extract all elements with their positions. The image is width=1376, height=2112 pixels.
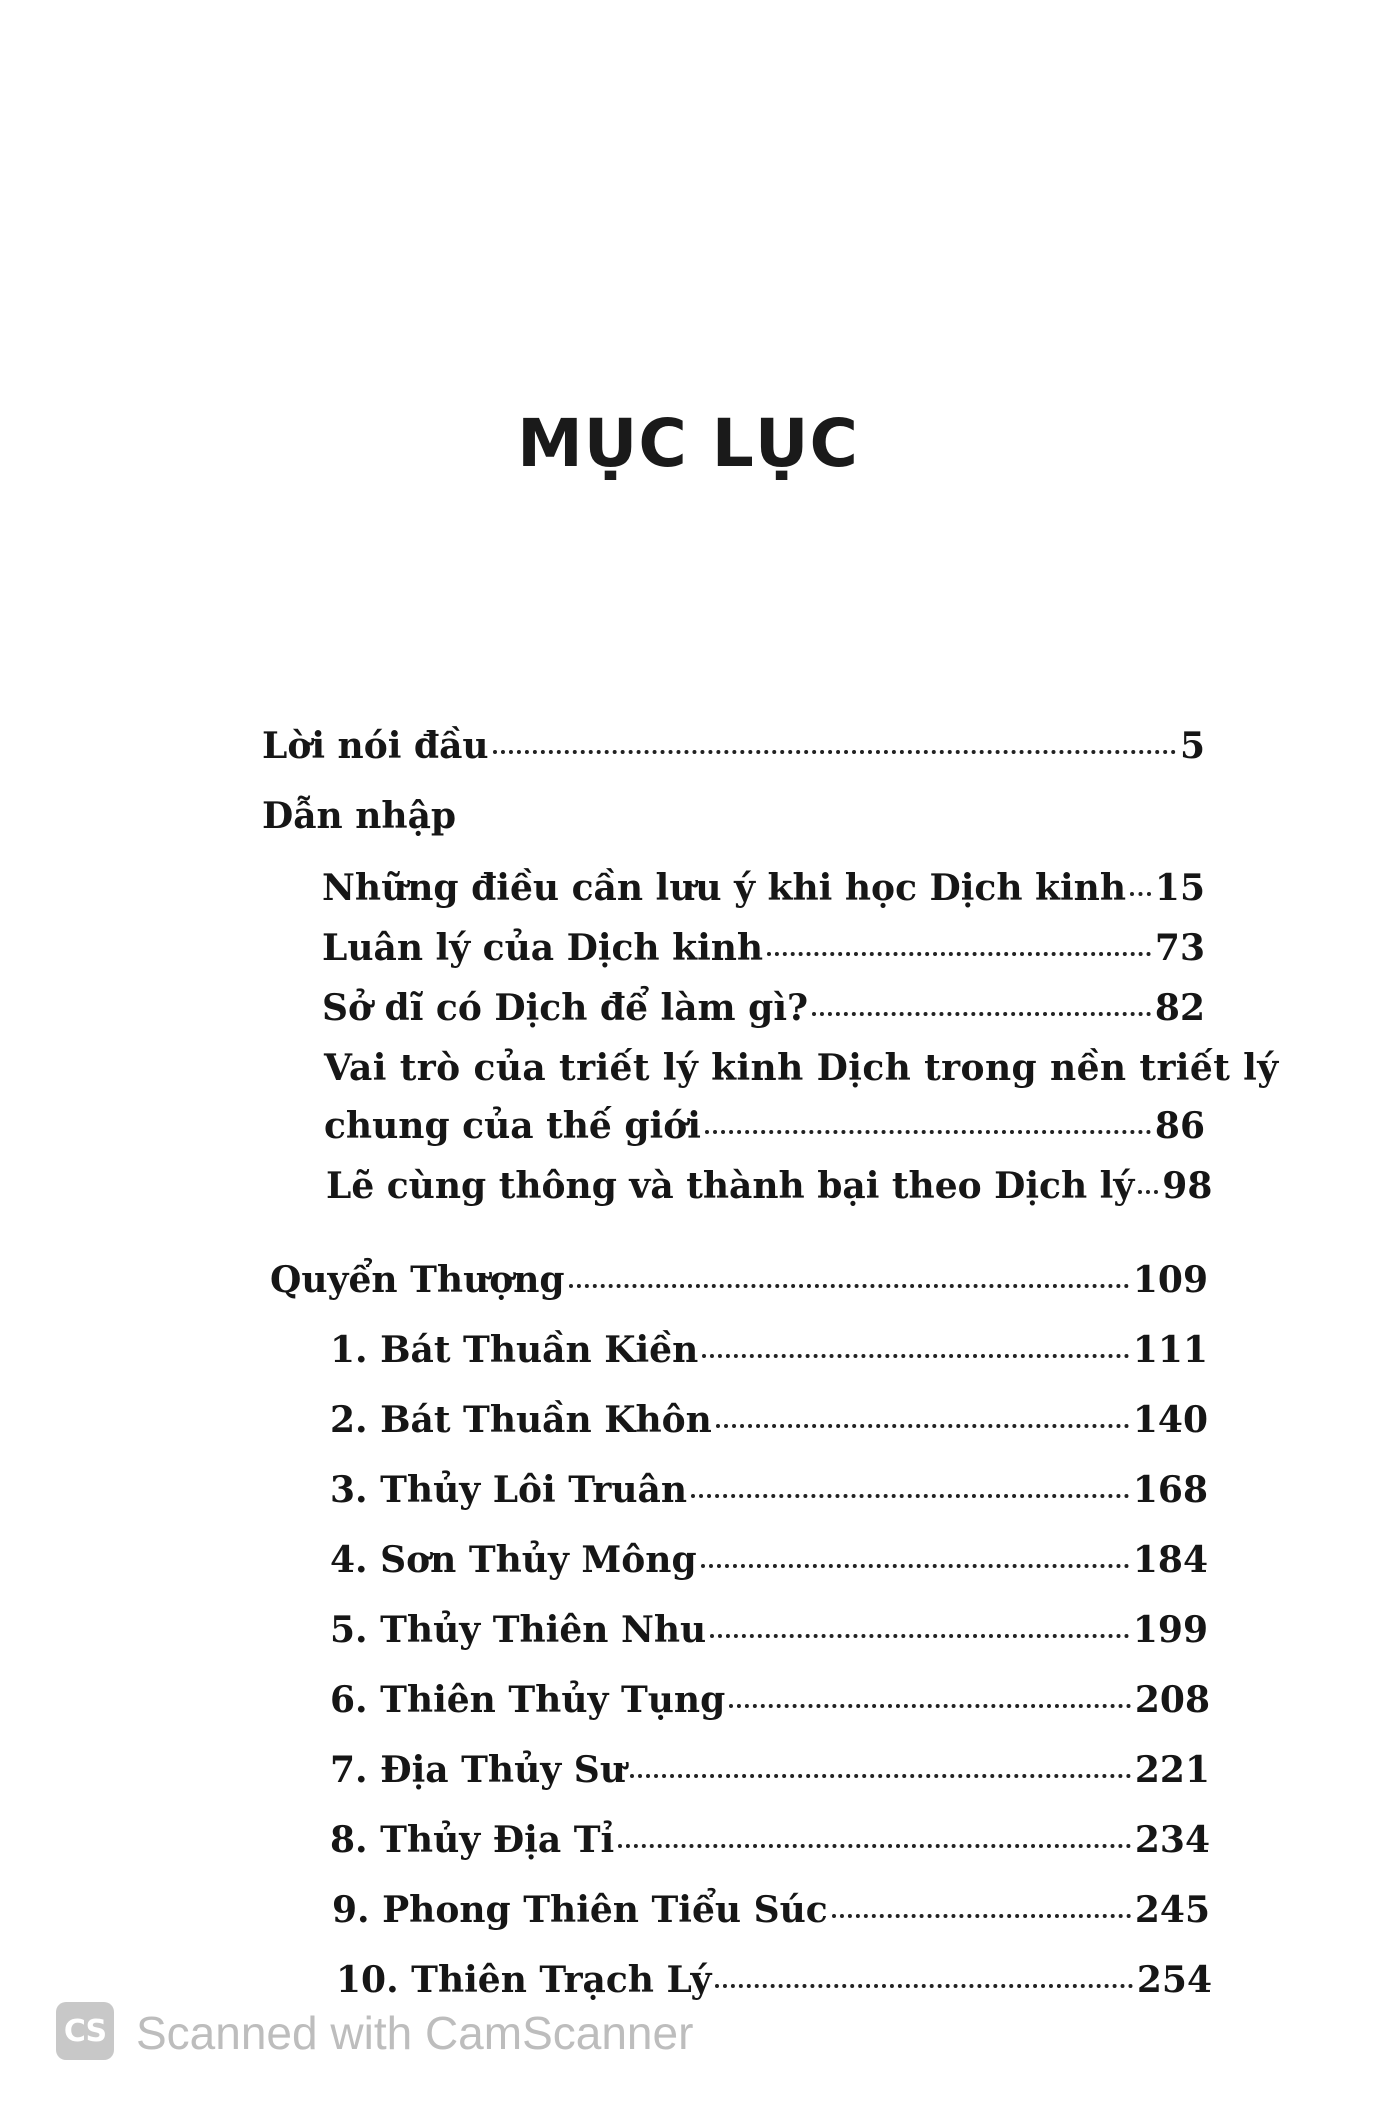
toc-entry-page: 254 bbox=[1136, 1959, 1212, 2001]
toc-entry bbox=[262, 725, 1205, 767]
toc-entry-page: 184 bbox=[1132, 1539, 1208, 1581]
toc-entry-page: 86 bbox=[1154, 1105, 1205, 1147]
toc-entry bbox=[326, 1165, 1213, 1207]
dot-leader bbox=[618, 1844, 1131, 1848]
toc-entry bbox=[330, 1539, 1208, 1581]
toc-entry bbox=[330, 1399, 1208, 1441]
toc-entry-label: Lẽ cùng thông và thành bại theo Dịch lý bbox=[326, 1165, 1135, 1207]
toc-entry-page: 199 bbox=[1132, 1609, 1208, 1651]
toc-entry-label: Quyển Thượng bbox=[270, 1259, 565, 1301]
scanner-watermark: Scanned with CamScanner bbox=[136, 2007, 694, 2059]
toc-entry-page: 168 bbox=[1132, 1469, 1208, 1511]
toc-entry-label: 4. Sơn Thủy Mông bbox=[330, 1539, 697, 1581]
camscanner-logo: CS bbox=[56, 2002, 114, 2060]
toc-entry bbox=[336, 1959, 1212, 2001]
dot-leader bbox=[493, 750, 1176, 754]
toc-entry bbox=[270, 1259, 1208, 1301]
toc-entry-label: 9. Phong Thiên Tiểu Súc bbox=[332, 1889, 828, 1931]
dot-leader bbox=[569, 1284, 1129, 1288]
toc-entry bbox=[330, 1469, 1208, 1511]
dot-leader bbox=[1138, 1190, 1158, 1194]
dot-leader bbox=[710, 1634, 1129, 1638]
toc-entry-page: 5 bbox=[1179, 725, 1205, 767]
toc-entry-label: 3. Thủy Lôi Truân bbox=[330, 1469, 688, 1511]
toc-entry-label-continued: Vai trò của triết lý kinh Dịch trong nền triết lý bbox=[324, 1047, 1279, 1089]
toc-entry-page: 245 bbox=[1134, 1889, 1210, 1931]
toc-entry-page: 234 bbox=[1134, 1819, 1210, 1861]
toc-entry-page: 82 bbox=[1154, 987, 1205, 1029]
toc-entry-label: Những điều cần lưu ý khi học Dịch kinh bbox=[322, 867, 1127, 909]
dot-leader bbox=[812, 1012, 1151, 1016]
toc-entry bbox=[332, 1889, 1210, 1931]
toc-entry-page: 15 bbox=[1154, 867, 1205, 909]
toc-entry-label: 10. Thiên Trạch Lý bbox=[336, 1959, 712, 2001]
dot-leader bbox=[702, 1354, 1129, 1358]
toc-entry-label: 6. Thiên Thủy Tụng bbox=[330, 1679, 726, 1721]
toc-entry-page: 98 bbox=[1162, 1165, 1213, 1207]
toc-entry bbox=[322, 927, 1205, 969]
dot-leader bbox=[1130, 892, 1151, 896]
toc-entry-page: 109 bbox=[1132, 1259, 1208, 1301]
dot-leader bbox=[701, 1564, 1129, 1568]
toc-entry-label: Luân lý của Dịch kinh bbox=[322, 927, 764, 969]
toc-entry bbox=[324, 1105, 1205, 1147]
toc-entry-label: Lời nói đầu bbox=[262, 725, 489, 767]
page-title: MỤC LỤC bbox=[517, 405, 859, 482]
dot-leader bbox=[832, 1914, 1131, 1918]
dot-leader bbox=[729, 1704, 1131, 1708]
toc-entry bbox=[330, 1749, 1210, 1791]
toc-entry-page: 140 bbox=[1132, 1399, 1208, 1441]
toc-entry-label: Sở dĩ có Dịch để làm gì? bbox=[322, 987, 809, 1029]
toc-entry bbox=[330, 1329, 1208, 1371]
toc-entry-label: chung của thế giới bbox=[324, 1105, 701, 1147]
dot-leader bbox=[705, 1130, 1151, 1134]
toc-entry-label: 1. Bát Thuần Kiền bbox=[330, 1329, 699, 1371]
dot-leader bbox=[767, 952, 1151, 956]
dot-leader bbox=[691, 1494, 1129, 1498]
toc-entry bbox=[330, 1679, 1210, 1721]
toc-entry-page: 111 bbox=[1132, 1329, 1208, 1371]
toc-entry bbox=[330, 1609, 1208, 1651]
toc-entry bbox=[322, 867, 1205, 909]
toc-entry-page: 73 bbox=[1154, 927, 1205, 969]
dot-leader bbox=[630, 1774, 1131, 1778]
dot-leader bbox=[715, 1984, 1132, 1988]
toc-section-heading: Dẫn nhập bbox=[262, 795, 457, 837]
toc-entry-label: 8. Thủy Địa Tỉ bbox=[330, 1819, 615, 1861]
toc-entry-label: 7. Địa Thủy Sư bbox=[330, 1749, 626, 1791]
toc-entry-label: 2. Bát Thuần Khôn bbox=[330, 1399, 712, 1441]
toc-entry-page: 208 bbox=[1134, 1679, 1210, 1721]
toc-entry bbox=[322, 987, 1205, 1029]
dot-leader bbox=[716, 1424, 1129, 1428]
toc-entry-page: 221 bbox=[1134, 1749, 1210, 1791]
toc-entry bbox=[330, 1819, 1210, 1861]
toc-entry-label: 5. Thủy Thiên Nhu bbox=[330, 1609, 707, 1651]
